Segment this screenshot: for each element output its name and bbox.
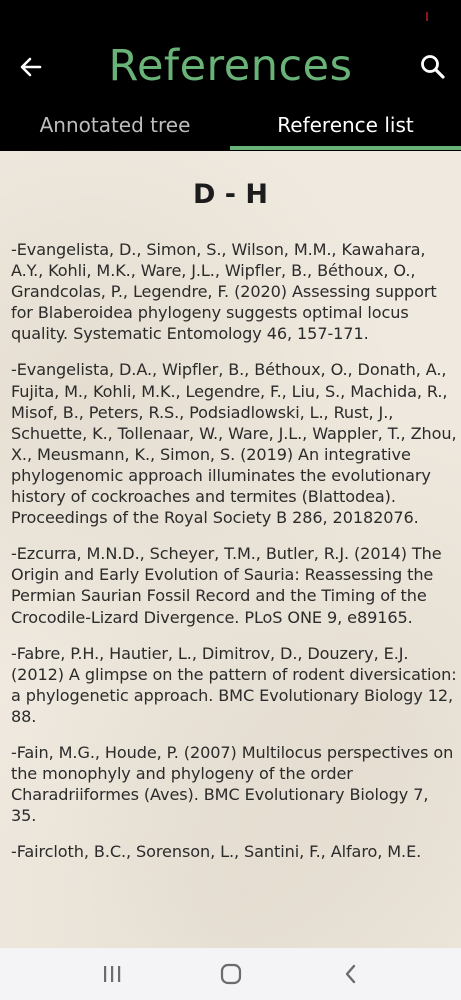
reference-item: -Fain, M.G., Houde, P. (2007) Multilocus perspectives on the monophyly and phylogeny of the order Charadriiformes (Aves). BMC Evolutionary Biology 7, 35.	[11, 742, 454, 826]
back-chevron-icon[interactable]	[331, 960, 371, 988]
tab-indicator	[230, 146, 461, 150]
reference-item: -Faircloth, B.C., Sorenson, L., Santini, F., Alfaro, M.E.	[11, 842, 422, 862]
status-bar	[0, 0, 461, 34]
reference-item: -Fabre, P.H., Hautier, L., Dimitrov, D., Douzery, E.J. (2012) A glimpse on the pattern of rodent diversication: a phylogenetic approach. BMC Evolutionary Biology 12, 88.	[11, 643, 457, 726]
app-bar	[0, 34, 461, 98]
recents-icon[interactable]	[92, 960, 132, 988]
home-icon[interactable]	[211, 960, 251, 988]
section-heading: D - H	[192, 179, 268, 210]
reference-list	[11, 239, 457, 877]
tab-bar	[0, 98, 461, 151]
status-indicator-icon	[426, 12, 428, 21]
reference-item: -Evangelista, D., Simon, S., Wilson, M.M., Kawahara, A.Y., Kohli, M.K., Ware, J.L., Wipfler, B., Béthoux, O., Grandcolas, P., Legendre, F. (2020) Assessing support for Blaberoidea phylogeny suggests optimal locus quality. Systematic Entomology 46, 157-171.	[11, 240, 437, 344]
reference-item: -Evangelista, D.A., Wipfler, B., Béthoux, O., Donath, A., Fujita, M., Kohli, M.K., Legendre, F., Liu, S., Machida, R., Misof, B., Peters, R.S., Podsiadlowski, L., Rust, J., Schuette, K., Tollenaar, W., Ware, J.L., Wappler, T., Zhou, X., Meusmann, K., Simon, S. (2019) An integrative phylogenomic approach illuminates the evolutionary history of cockroaches and termites (Blattodea). Proceedings of the Royal Society B 286, 20182076.	[11, 360, 457, 528]
tab-reference-list[interactable]: Reference list	[277, 112, 414, 137]
search-icon[interactable]	[414, 50, 452, 84]
tab-annotated-tree[interactable]: Annotated tree	[39, 112, 191, 137]
reference-item: -Ezcurra, M.N.D., Scheyer, T.M., Butler, R.J. (2014) The Origin and Early Evolution of Sauria: Reassessing the Permian Saurian Fossil Record and the Timing of the Crocodile-Lizard Divergence. PLoS ONE 9, e89165.	[11, 544, 442, 627]
reference-list-content[interactable]	[0, 151, 461, 948]
system-nav-bar	[0, 948, 461, 1000]
page-title: References	[108, 41, 353, 91]
